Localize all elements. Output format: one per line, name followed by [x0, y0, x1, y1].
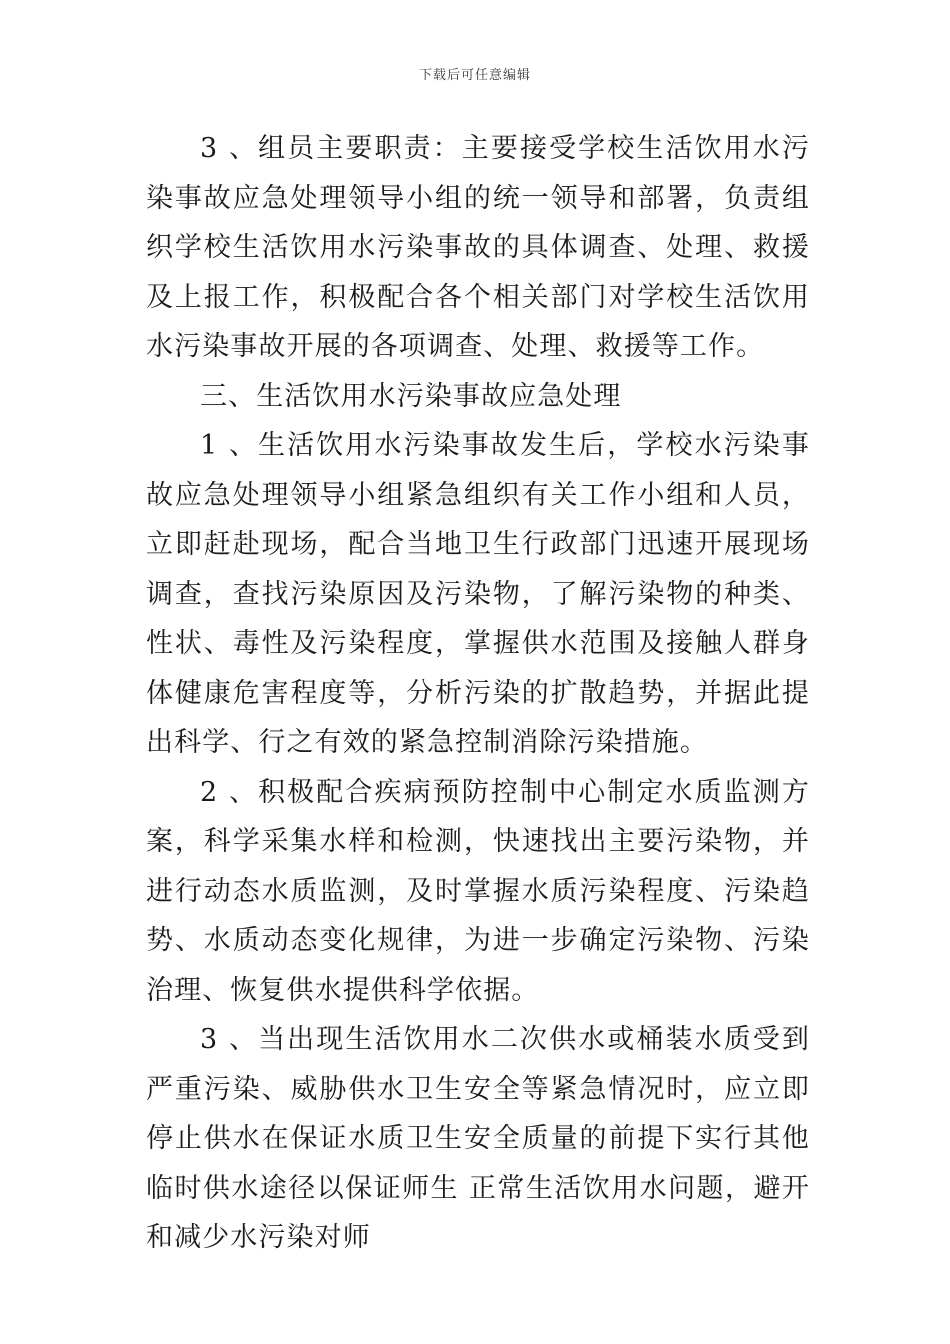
- paragraph-member-duties: 3 、组员主要职责：主要接受学校生活饮用水污染事故应急处理领导小组的统一领导和部署，负责组织学校生活饮用水污染事故的具体调查、处理、救援及上报工作，积极配合各个相关部门对学校生活饮用水污染事故开展的各项调查、处理、救援等工作。: [146, 133, 810, 362]
- paragraph-secondary-supply: 3 、当出现生活饮用水二次供水或桶装水质受到严重污染、威胁供水卫生安全等紧急情况时，应立即停止供水在保证水质卫生安全质量的前提下实行其他临时供水途径以保证师生 正常生活饮用水问题，避开和减少水污染对师: [146, 1024, 810, 1253]
- page-header: 下载后可任意编辑: [418, 68, 531, 83]
- document-body: [146, 124, 810, 1263]
- paragraph-water-monitoring: 2 、积极配合疾病预防控制中心制定水质监测方案，科学采集水样和检测，快速找出主要污染物，并进行动态水质监测，及时掌握水质污染程度、污染趋势、水质动态变化规律，为进一步确定污染物、污染治理、恢复供水提供科学依据。: [146, 776, 810, 1006]
- paragraph-after-incident: 1 、生活饮用水污染事故发生后，学校水污染事故应急处理领导小组紧急组织有关工作小组和人员，立即赶赴现场，配合当地卫生行政部门迅速开展现场调查，查找污染原因及污染物，了解污染物的种类、性状、毒性及污染程度，掌握供水范围及接触人群身体健康危害程度等，分析污染的扩散趋势，并据此提出科学、行之有效的紧急控制消除污染措施。: [146, 430, 810, 758]
- section-heading-emergency-handling: 三、生活饮用水污染事故应急处理: [200, 380, 622, 412]
